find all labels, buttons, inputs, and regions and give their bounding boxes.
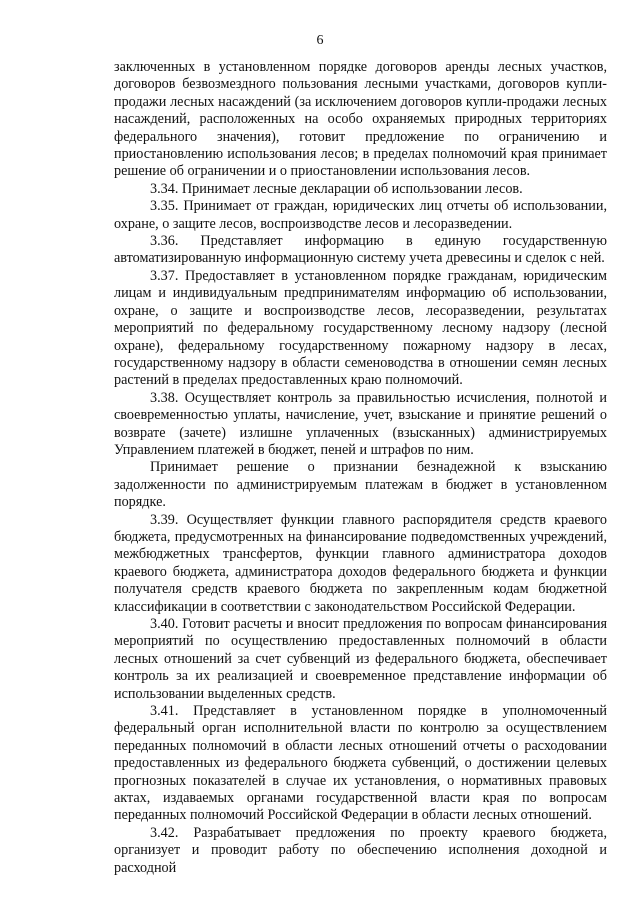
paragraph-3-34: 3.34. Принимает лесные декларации об использовании лесов. — [150, 180, 523, 197]
paragraph-3-40: 3.40. Готовит расчеты и вносит предложения по вопросам финансирования мероприятий по осуществлению предоставленных полномочий в области лесных отношений за счет субвенций из федерального бюджета, обеспечивает контроль за их реализацией и своевременное представление информации об использовании выделенных средств. — [114, 616, 607, 702]
paragraph-3-38-addendum: Принимает решение о признании безнадежной к взысканию задолженности по администрируемым платежам в бюджет в установленном порядке. — [114, 459, 607, 511]
page-number: 6 — [316, 33, 324, 48]
paragraph-3-38: 3.38. Осуществляет контроль за правильностью исчисления, полнотой и своевременностью уплаты, начисление, учет, взыскание и принятие решений о возврате (зачете) излишне уплаченных (взысканных) администрируемых Управлением платежей в бюджет, пеней и штрафов по ним. — [114, 389, 607, 458]
paragraph-3-36: 3.36. Представляет информацию в единую государственную автоматизированную информационную систему учета древесины и сделок с ней. — [114, 233, 607, 267]
paragraph-3-37: 3.37. Предоставляет в установленном порядке гражданам, юридическим лицам и индивидуальным предпринимателям информацию об использовании, охране, о защите и воспроизводстве лесов, лесоразведении, результатах мероприятий по федеральному государственному лесному надзору (лесной охране), федеральному государственному пожарному надзору в лесах, государственному надзору в области семеноводства в отношении семян лесных растений в пределах предоставленных краю полномочий. — [114, 267, 607, 389]
paragraph-continuation: заключенных в установленном порядке договоров аренды лесных участков, договоров безвозмездного пользования лесными участками, договоров купли-продажи лесных насаждений (за исключением договоров купли-продажи лесных насаждений, расположенных на особо охраняемых природных территориях федерального значения), готовит предложение по ограничению и приостановлению использования лесов; в пределах полномочий края принимает решение об ограничении и о приостановлении использования лесов. — [114, 59, 607, 180]
document-body — [114, 59, 607, 877]
paragraph-3-42: 3.42. Разрабатывает предложения по проекту краевого бюджета, организует и проводит работу по обеспечению исполнения доходной и расходной — [114, 824, 607, 876]
paragraph-3-35: 3.35. Принимает от граждан, юридических лиц отчеты об использовании, охране, о защите лесов, воспроизводстве лесов и лесоразведении. — [114, 198, 607, 232]
paragraph-3-41: 3.41. Представляет в установленном порядке в уполномоченный федеральный орган исполнительной власти по контролю за осуществлением переданных полномочий в области лесных отношений отчеты о расходовании предоставленных из федерального бюджета субвенций, о достижении целевых прогнозных показателей в случае их установления, о нормативных правовых актах, издаваемых органами государственной власти края по вопросам переданных полномочий Российской Федерации в области лесных отношений. — [114, 703, 607, 824]
paragraph-3-39: 3.39. Осуществляет функции главного распорядителя средств краевого бюджета, предусмотренных на финансирование подведомственных учреждений, межбюджетных трансфертов, функции главного администратора доходов краевого бюджета, администратора доходов федерального бюджета и функции получателя средств краевого бюджета по закрепленным кодам бюджетной классификации в соответствии с законодательством Российской Федерации. — [114, 511, 607, 615]
